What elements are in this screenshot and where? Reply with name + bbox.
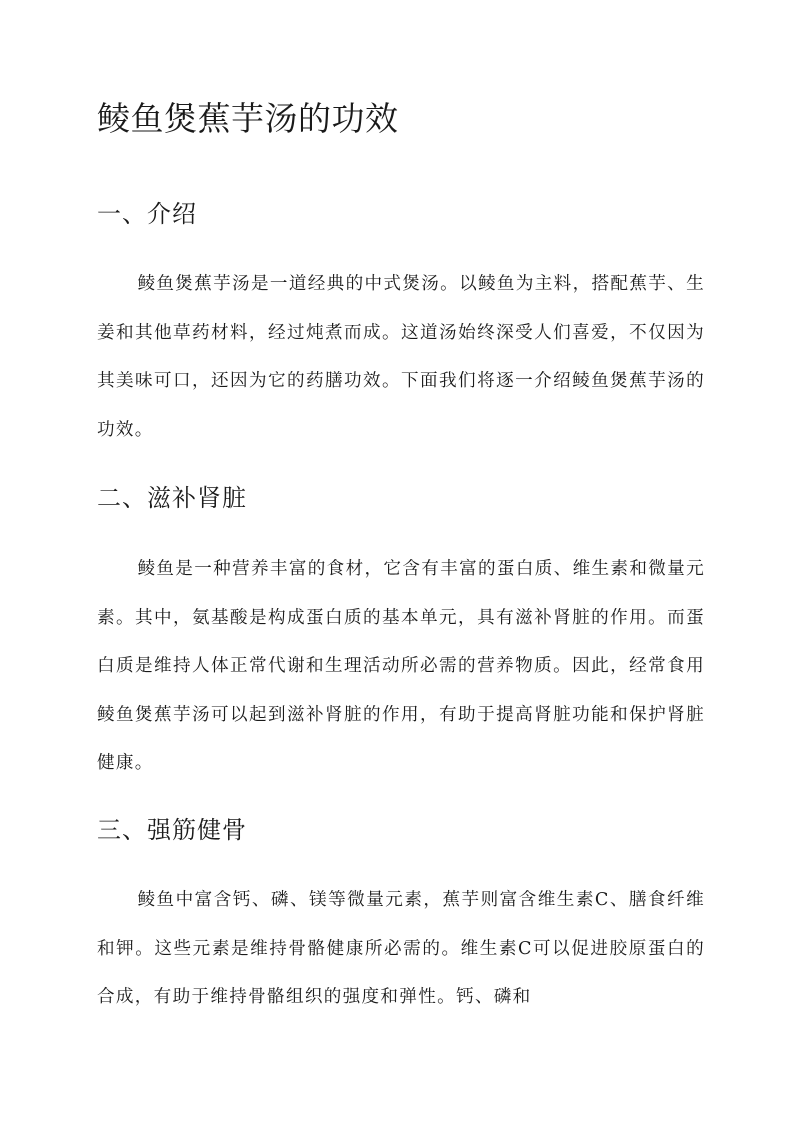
section-paragraph-bones: 鲮鱼中富含钙、磷、镁等微量元素，蕉芋则富含维生素C、膳食纤维和钾。这些元素是维持骨骼健康所必需的。维生素C可以促进胶原蛋白的合成，有助于维持骨骼组织的强度和弹性。钙、磷和 (97, 890, 705, 1007)
section-heading-kidney: 二、滋补肾脏 (97, 484, 247, 512)
section-heading-introduction: 一、介绍 (97, 200, 197, 228)
section-paragraph-introduction: 鲮鱼煲蕉芋汤是一道经典的中式煲汤。以鲮鱼为主料，搭配蕉芋、生姜和其他草药材料，经过炖煮而成。这道汤始终深受人们喜爱，不仅因为其美味可口，还因为它的药膳功效。下面我们将逐一介绍鲮鱼煲蕉芋汤的功效。 (97, 274, 705, 440)
document-title: 鲮鱼煲蕉芋汤的功效 (97, 99, 399, 138)
section-heading-bones: 三、强筋健骨 (97, 816, 247, 844)
section-paragraph-kidney: 鲮鱼是一种营养丰富的食材，它含有丰富的蛋白质、维生素和微量元素。其中，氨基酸是构成蛋白质的基本单元，具有滋补肾脏的作用。而蛋白质是维持人体正常代谢和生理活动所必需的营养物质。因此，经常食用鲮鱼煲蕉芋汤可以起到滋补肾脏的作用，有助于提高肾脏功能和保护肾脏健康。 (97, 559, 705, 773)
